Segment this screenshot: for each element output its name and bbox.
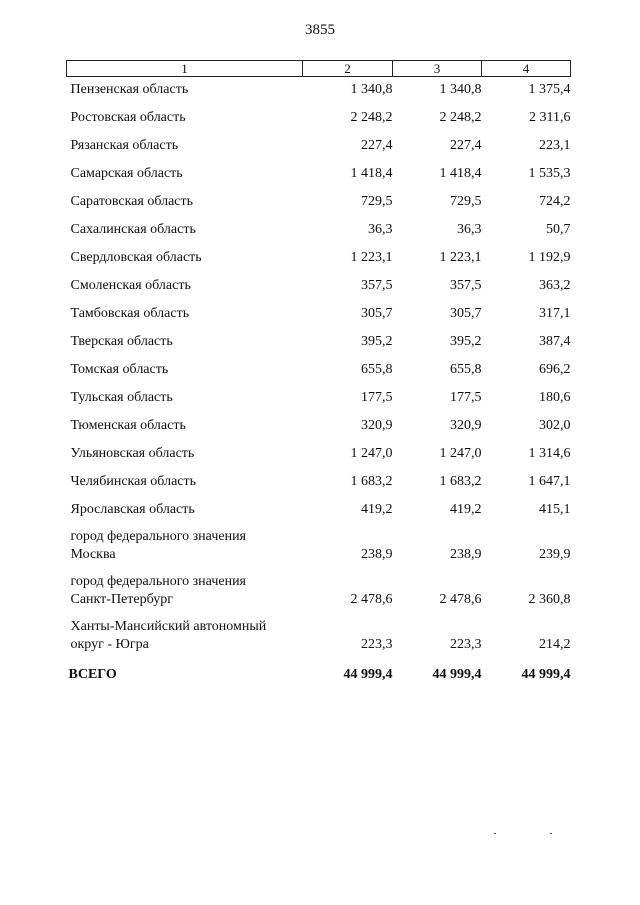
table-row xyxy=(67,295,571,323)
table-row xyxy=(67,609,571,654)
value-col3: 305,7 xyxy=(450,306,482,321)
header-row xyxy=(67,61,571,77)
region-name xyxy=(67,609,303,654)
value-col3: 1 223,1 xyxy=(439,250,482,265)
region-name-line: Ярославская область xyxy=(70,502,195,517)
region-name xyxy=(67,267,303,295)
region-name-line: Саратовская область xyxy=(70,194,194,209)
table-row xyxy=(67,564,571,609)
region-name xyxy=(67,99,303,127)
total-label: ВСЕГО xyxy=(68,667,117,682)
region-name-line: Смоленская область xyxy=(70,278,191,293)
table-row xyxy=(67,323,571,351)
region-name-line: Тверская область xyxy=(70,334,173,349)
region-name xyxy=(67,127,303,155)
region-name xyxy=(67,183,303,211)
region-name-line: Пензенская область xyxy=(70,82,189,97)
total-value-col4: 44 999,4 xyxy=(521,667,571,682)
value-col2: 655,8 xyxy=(361,362,393,377)
table-row xyxy=(67,267,571,295)
value-col3: 2 478,6 xyxy=(439,592,482,607)
region-name-line: Тюменская область xyxy=(70,418,186,433)
region-name-line: Тамбовская область xyxy=(70,306,190,321)
value-col4: 1 647,1 xyxy=(528,474,571,489)
value-col2: 320,9 xyxy=(361,418,393,433)
region-name-line: город федерального значения xyxy=(70,574,246,589)
region-name xyxy=(67,239,303,267)
table-header xyxy=(67,61,571,77)
table-row xyxy=(67,435,571,463)
value-col4: 363,2 xyxy=(539,278,571,293)
table-row xyxy=(67,407,571,435)
region-name xyxy=(67,323,303,351)
value-col3: 223,3 xyxy=(450,637,482,652)
region-name xyxy=(67,519,303,564)
value-col4: 50,7 xyxy=(546,222,571,237)
region-name-line: Москва xyxy=(70,547,116,562)
region-name-line: Санкт-Петербург xyxy=(70,592,173,607)
region-name-line: Свердловская область xyxy=(70,250,202,265)
column-header-4: 4 xyxy=(482,61,571,77)
region-name-line: Самарская область xyxy=(70,166,183,181)
table-row xyxy=(67,463,571,491)
value-col2: 729,5 xyxy=(361,194,393,209)
region-name xyxy=(67,463,303,491)
value-col2: 2 478,6 xyxy=(350,592,393,607)
value-col2: 1 683,2 xyxy=(350,474,393,489)
table-row xyxy=(67,351,571,379)
value-col3: 419,2 xyxy=(450,502,482,517)
region-name-line: Тульская область xyxy=(70,390,173,405)
value-col3: 1 247,0 xyxy=(439,446,482,461)
value-col3: 1 683,2 xyxy=(439,474,482,489)
value-col4: 1 375,4 xyxy=(528,82,571,97)
total-value-col3: 44 999,4 xyxy=(432,667,482,682)
value-col2: 223,3 xyxy=(361,637,393,652)
region-name-line: Ханты-Мансийский автономный xyxy=(70,619,267,634)
region-name-line: Сахалинская область xyxy=(70,222,196,237)
value-col2: 395,2 xyxy=(361,334,393,349)
value-col2: 36,3 xyxy=(368,222,393,237)
region-name xyxy=(67,379,303,407)
region-name-line: город федерального значения xyxy=(70,529,246,544)
value-col4: 214,2 xyxy=(539,637,571,652)
table-body xyxy=(67,77,571,685)
table-row xyxy=(67,519,571,564)
value-col3: 2 248,2 xyxy=(439,110,482,125)
value-col2: 1 418,4 xyxy=(350,166,393,181)
value-col4: 724,2 xyxy=(539,194,571,209)
value-col4: 696,2 xyxy=(539,362,571,377)
value-col4: 1 535,3 xyxy=(528,166,571,181)
region-name xyxy=(67,155,303,183)
column-header-3: 3 xyxy=(393,61,482,77)
table-row xyxy=(67,211,571,239)
region-name xyxy=(67,407,303,435)
region-name-line: Ростовская область xyxy=(70,110,186,125)
value-col3: 227,4 xyxy=(450,138,482,153)
value-col3: 395,2 xyxy=(450,334,482,349)
column-header-2: 2 xyxy=(303,61,393,77)
scan-speck xyxy=(550,833,552,834)
budget-table xyxy=(66,60,571,684)
value-col3: 1 418,4 xyxy=(439,166,482,181)
total-row xyxy=(67,654,571,684)
value-col4: 387,4 xyxy=(539,334,571,349)
total-value-col2: 44 999,4 xyxy=(343,667,393,682)
region-name xyxy=(67,491,303,519)
region-name xyxy=(67,295,303,323)
value-col3: 655,8 xyxy=(450,362,482,377)
page-number: 3855 xyxy=(305,22,335,38)
value-col4: 223,1 xyxy=(539,138,571,153)
table-row xyxy=(67,183,571,211)
region-name xyxy=(67,435,303,463)
value-col2: 238,9 xyxy=(361,547,393,562)
value-col2: 357,5 xyxy=(361,278,393,293)
value-col4: 2 311,6 xyxy=(529,110,571,125)
value-col4: 302,0 xyxy=(539,418,571,433)
region-name-line: округ - Югра xyxy=(70,637,149,652)
value-col3: 177,5 xyxy=(450,390,482,405)
table-row xyxy=(67,77,571,100)
region-name-line: Рязанская область xyxy=(70,138,179,153)
value-col2: 2 248,2 xyxy=(350,110,393,125)
region-name-line: Челябинская область xyxy=(70,474,196,489)
value-col2: 227,4 xyxy=(361,138,393,153)
table-row xyxy=(67,155,571,183)
value-col4: 2 360,8 xyxy=(528,592,571,607)
value-col2: 177,5 xyxy=(361,390,393,405)
value-col3: 1 340,8 xyxy=(439,82,482,97)
table-row xyxy=(67,491,571,519)
table-row xyxy=(67,127,571,155)
value-col3: 238,9 xyxy=(450,547,482,562)
region-name xyxy=(67,211,303,239)
value-col2: 1 223,1 xyxy=(350,250,393,265)
value-col4: 1 314,6 xyxy=(528,446,571,461)
value-col4: 1 192,9 xyxy=(528,250,571,265)
value-col3: 357,5 xyxy=(450,278,482,293)
region-name xyxy=(67,564,303,609)
region-name xyxy=(67,351,303,379)
value-col4: 317,1 xyxy=(539,306,571,321)
value-col4: 415,1 xyxy=(539,502,571,517)
value-col4: 180,6 xyxy=(539,390,571,405)
value-col2: 305,7 xyxy=(361,306,393,321)
scan-speck xyxy=(494,833,496,834)
value-col2: 1 247,0 xyxy=(350,446,393,461)
region-name-line: Томская область xyxy=(70,362,169,377)
value-col3: 729,5 xyxy=(450,194,482,209)
column-header-1: 1 xyxy=(67,61,303,77)
region-name-line: Ульяновская область xyxy=(70,446,195,461)
value-col4: 239,9 xyxy=(539,547,571,562)
value-col2: 1 340,8 xyxy=(350,82,393,97)
table-row xyxy=(67,379,571,407)
table-row xyxy=(67,239,571,267)
value-col2: 419,2 xyxy=(361,502,393,517)
table-row xyxy=(67,99,571,127)
region-name xyxy=(67,77,303,100)
value-col3: 36,3 xyxy=(457,222,482,237)
value-col3: 320,9 xyxy=(450,418,482,433)
